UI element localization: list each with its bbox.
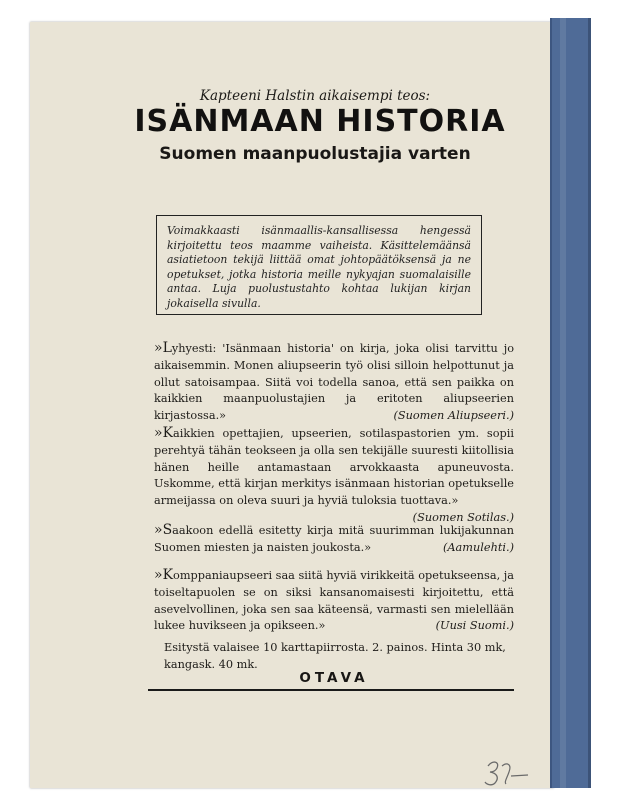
quote-source: (Suomen Sotilas.) bbox=[412, 510, 514, 524]
description-box bbox=[156, 215, 482, 315]
quote-text: yhyesti: 'Isänmaan historia' on kirja, joka olisi tarvittu jo aikaisemmin. Monen aliupseerin työ olisi silloin helpottunut ja ollut satoisampaa. Siitä voi todella sanoa, että sen paikka on kaikkien maanpuolustajien ja eritoten aliupseerien kirjastossa.» bbox=[154, 342, 514, 423]
quote-text: omppaniaupseeri saa siitä hyviä virikkeitä opetukseensa, ja toiseltapuolen se on siksi kansanomaisesti kirjoitettu, että asevelvollinen, joka sen saa käteensä, varmasti sen mielellään lukee huvikseen ja opikseen.» bbox=[154, 569, 515, 633]
quote-initial: »K bbox=[154, 567, 174, 583]
quote-initial: »K bbox=[154, 425, 174, 441]
edition-details: Esitystä valaisee 10 karttapiirrosta. 2. painos. Hinta 30 mk, kangask. 40 mk. bbox=[164, 641, 506, 671]
book-spine bbox=[550, 18, 591, 788]
quote-text: aakoon edellä esitetty kirja mitä suurimman lukijakunnan Suomen miesten ja naisten joukosta.» bbox=[154, 524, 514, 554]
quote-initial: »S bbox=[154, 522, 173, 538]
review-quote bbox=[154, 567, 514, 635]
book-back-cover bbox=[30, 22, 554, 788]
divider-rule bbox=[148, 689, 514, 691]
quote-initial: »L bbox=[154, 340, 172, 356]
description-text: Voimakkaasti isänmaallis-kansallisessa hengessä kirjoitettu teos maamme vaiheista. Käsittelemäänsä asiatietoon tekijä liittää omat johtopäätöksensä ja ne opetukset, jotka historia meille nykyajan suomalaisille antaa. Luja puolustustahto kohtaa lukijan kirjan jokaisella sivulla. bbox=[167, 224, 471, 310]
review-quote bbox=[154, 425, 514, 527]
quote-source: (Suomen Aliupseeri.) bbox=[393, 409, 514, 423]
book-subtitle: Suomen maanpuolustajia varten bbox=[159, 144, 471, 164]
quote-source: (Aamulehti.) bbox=[442, 540, 514, 554]
pencil-price-mark bbox=[482, 752, 532, 792]
review-quote bbox=[154, 522, 514, 557]
book-title: ISÄNMAAN HISTORIA bbox=[134, 104, 506, 139]
previous-work-line: Kapteeni Halstin aikaisempi teos: bbox=[199, 88, 431, 104]
quote-text: aikkien opettajien, upseerien, sotilaspastorien ym. sopii perehtyä tähän teokseen ja olla sen tekijälle suuresti kiitollisia hänen heille antamastaan arvokkaasta apuneuvosta. Uskomme, että kirjan merkitys isänmaan historian opetukselle armeijassa on oleva suuri ja hyviä tuloksia tuottava.» bbox=[154, 427, 514, 508]
spine-sheen bbox=[560, 18, 566, 788]
review-quote bbox=[154, 340, 514, 425]
publisher-name: OTAVA bbox=[299, 670, 369, 686]
quote-source: (Uusi Suomi.) bbox=[435, 619, 514, 633]
